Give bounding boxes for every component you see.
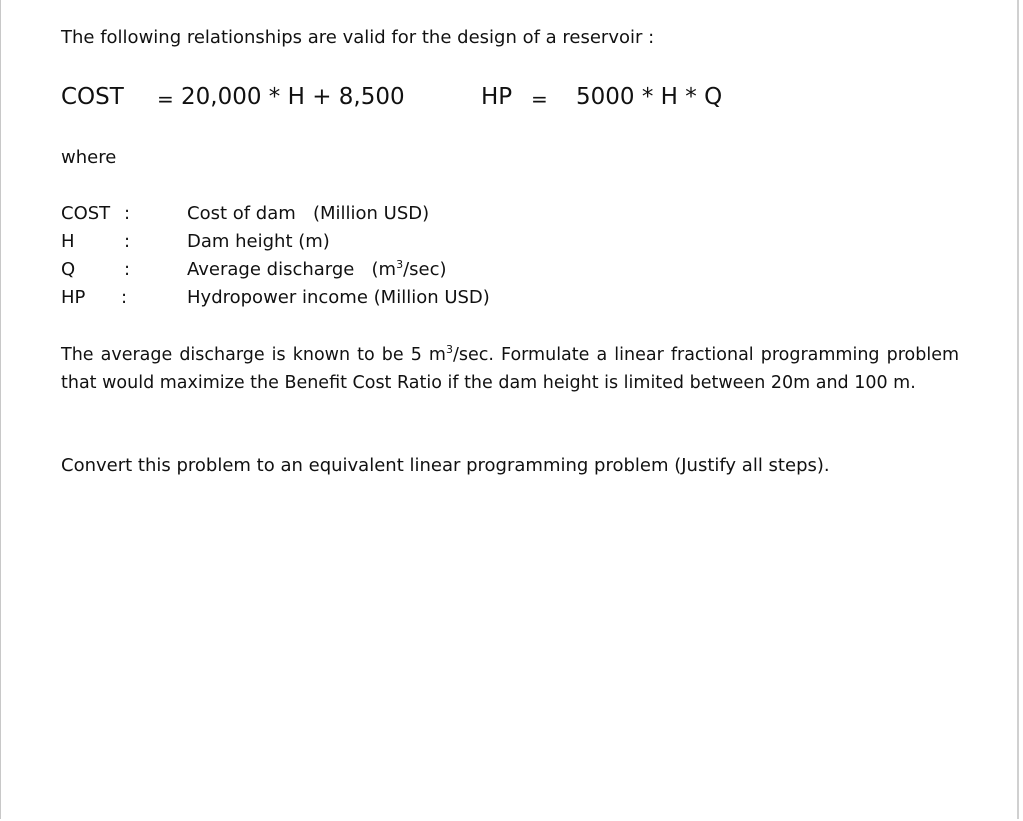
hp-equation-equals: = bbox=[531, 87, 548, 111]
definition-symbol: H bbox=[61, 231, 75, 252]
cost-equation-lhs: COST bbox=[61, 84, 124, 110]
problem-paragraph bbox=[61, 341, 959, 397]
intro-text: The following relationships are valid for the design of a reservoir : bbox=[61, 27, 655, 48]
definition-colon: : bbox=[124, 259, 131, 280]
hp-equation-rhs: 5000 * H * Q bbox=[576, 84, 723, 110]
hp-equation-lhs: HP bbox=[481, 84, 513, 110]
definition-colon: : bbox=[121, 287, 128, 308]
definition-symbol: Q bbox=[61, 259, 76, 280]
paragraph-pre: The average discharge is known to be 5 m bbox=[61, 345, 446, 365]
description-post: /sec) bbox=[403, 259, 447, 280]
cost-equation-rhs: 20,000 * H + 8,500 bbox=[181, 84, 405, 110]
paragraph-post: /sec. Formulate a linear fractional programming problem that would maximize the Benefit Cost Ratio if the dam height is limited between 20m and 100 m. bbox=[61, 345, 960, 393]
where-label: where bbox=[61, 147, 117, 168]
definition-colon: : bbox=[124, 231, 131, 252]
definition-symbol: HP bbox=[61, 287, 86, 308]
definition-description: Hydropower income (Million USD) bbox=[187, 287, 490, 308]
description-superscript: 3 bbox=[396, 258, 404, 271]
paragraph-superscript: 3 bbox=[445, 343, 453, 357]
definition-symbol: COST bbox=[61, 203, 111, 224]
definition-description bbox=[187, 259, 447, 280]
description-pre: Average discharge (m bbox=[187, 259, 397, 280]
cost-equation-equals: = bbox=[157, 87, 174, 111]
definition-colon: : bbox=[124, 203, 131, 224]
definition-description: Dam height (m) bbox=[187, 231, 330, 252]
instruction-paragraph: Convert this problem to an equivalent linear programming problem (Justify all steps). bbox=[61, 455, 830, 476]
definition-description: Cost of dam (Million USD) bbox=[187, 203, 430, 224]
